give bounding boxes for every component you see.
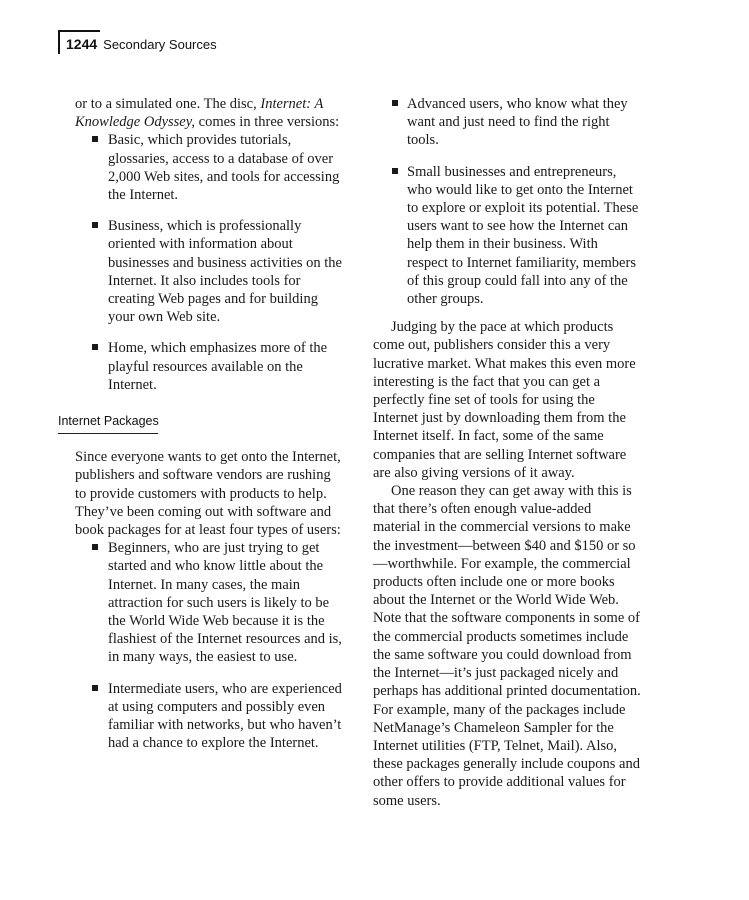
list-item (75, 539, 343, 666)
disc-title: Internet: A Knowledge Odyssey, (75, 96, 324, 131)
list-item (373, 95, 641, 150)
list-item (75, 131, 343, 204)
right-column (373, 95, 641, 810)
list-item-text: Advanced users, who know what they want and just need to find the right tools. (407, 96, 628, 149)
running-head (66, 36, 217, 52)
square-bullet-icon (92, 136, 98, 142)
intro-paragraph (75, 95, 343, 131)
intro-text-pre: or to a simulated one. The disc, (75, 96, 261, 112)
square-bullet-icon (92, 685, 98, 691)
market-paragraph: Judging by the pace at which products come out, publishers consider this a very lucrative market. What makes this even more interesting is the fact that you can get a perfectly fine set of tools for using the Internet just by downloading them from the Internet itself. In fact, some of the same companies that are selling Internet software are also giving versions of it away. (373, 319, 636, 481)
header-vertical-rule (58, 30, 60, 54)
square-bullet-icon (92, 344, 98, 350)
list-item-text: Home, which emphasizes more of the playful resources available on the Internet. (108, 340, 328, 393)
header-horizontal-rule (58, 30, 100, 32)
user-types-list (75, 539, 343, 752)
square-bullet-icon (92, 544, 98, 550)
intro-text-post: comes in three versions: (195, 114, 340, 131)
list-item-text: Intermediate users, who are experienced at using computers and possibly even familiar with networks, but who haven’t had a chance to explore the Internet. (108, 680, 342, 752)
list-item (75, 339, 343, 394)
list-item (373, 163, 641, 309)
square-bullet-icon (392, 100, 398, 106)
square-bullet-icon (92, 222, 98, 228)
versions-list (75, 131, 343, 394)
list-item-text: Business, which is professionally oriented with information about businesses and business activities on the Internet. It also includes tools for creating Web pages and for building your own Web site. (108, 218, 342, 326)
packages-paragraph: Since everyone wants to get onto the Internet, publishers and software vendors are rushing to provide customers with products to help. They’ve been coming out with software and book packages for at least four types of users: (75, 449, 341, 539)
section-heading: Internet Packages (58, 412, 158, 434)
list-item (75, 680, 343, 753)
list-item (75, 217, 343, 326)
running-title: Secondary Sources (103, 37, 217, 52)
list-item-text: Small businesses and entrepreneurs, who would like to get onto the Internet to explore or exploit its potential. These users want to see how the Internet can help them in their business. With respect to Internet familiarity, members of this group could fall into any of the other groups. (407, 163, 639, 308)
list-item-text: Basic, which provides tutorials, glossaries, access to a database of over 2,000 Web sites, and tools for accessing the Internet. (108, 132, 340, 204)
user-types-list-continued (373, 95, 641, 308)
square-bullet-icon (392, 168, 398, 174)
value-added-paragraph: One reason they can get away with this is that there’s often enough value-added material in the commercial versions to make the investment—between $40 and $150 or so—worthwhile. For example, the commercial products often include one or more books about the Internet or the World Wide Web. Note that the software components in some of the commercial products sometimes include the same software you could download from the Internet—it’s just packaged nicely and perhaps has additional printed documentation. For example, many of the packages include NetManage’s Chameleon Sampler for the Internet utilities (FTP, Telnet, Mail). Also, these packages generally include coupons and other offers to provide additional values for some users. (373, 483, 641, 809)
left-column (58, 95, 343, 753)
list-item-text: Beginners, who are just trying to get started and who know little about the Internet. In many cases, the main attraction for such users is likely to be the World Wide Web because it is the flashiest of the Internet resources and is, in many ways, the easiest to use. (108, 540, 342, 666)
page-number: 1244 (66, 36, 98, 52)
